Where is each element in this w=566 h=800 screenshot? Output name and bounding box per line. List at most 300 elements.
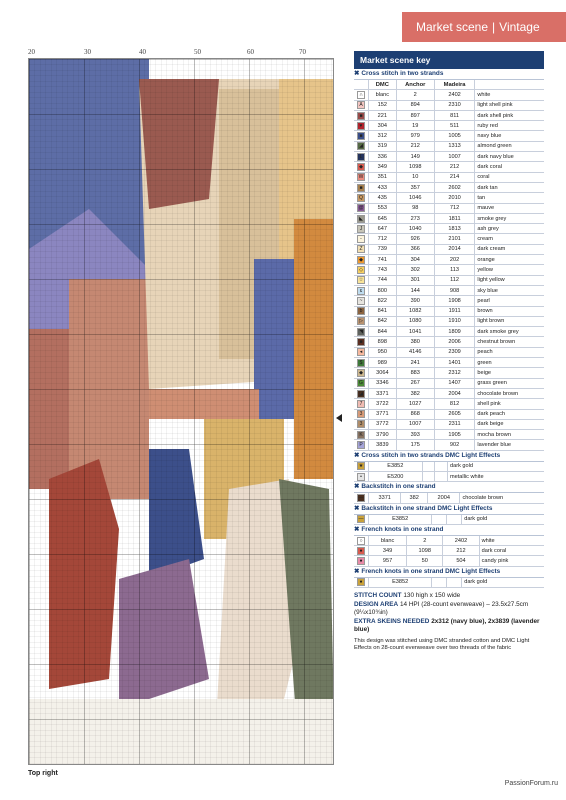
symbol-cell	[354, 409, 369, 419]
dmc-code: 712	[369, 234, 397, 244]
symbol-swatch: Z	[357, 245, 365, 253]
color-name: dark cream	[475, 244, 544, 254]
color-name: tan	[475, 193, 544, 203]
key-row	[354, 471, 544, 481]
dmc-code: 3346	[369, 378, 397, 388]
symbol-swatch: ■	[357, 338, 365, 346]
symbol-swatch: ◣	[357, 215, 365, 223]
key-row	[354, 515, 544, 525]
dmc-code: 741	[369, 255, 397, 265]
section-back	[354, 482, 544, 493]
key-row	[354, 493, 544, 503]
symbol-cell	[354, 141, 369, 151]
color-name: dark peach	[475, 409, 544, 419]
color-name: pearl	[475, 296, 544, 306]
symbol-swatch: @	[358, 205, 364, 212]
dmc-code: 957	[369, 556, 407, 566]
color-name: light shell pink	[475, 100, 544, 110]
key-row	[354, 368, 544, 378]
dmc-code: E3852	[369, 462, 423, 472]
symbol-swatch: ◇	[357, 266, 365, 274]
madeira-code: 2402	[434, 90, 475, 100]
anchor-code: 1082	[396, 306, 434, 316]
dmc-code: 898	[369, 337, 397, 347]
symbol-swatch: Q	[357, 194, 365, 202]
madeira-code: 2311	[434, 419, 475, 429]
color-name: peach	[475, 347, 544, 357]
symbol-cell	[354, 255, 369, 265]
symbol-cell	[354, 337, 369, 347]
key-panel	[354, 51, 544, 653]
dmc-code: 842	[369, 316, 397, 326]
color-name: navy blue	[475, 131, 544, 141]
madeira-code: 2402	[443, 536, 479, 546]
symbol-cell	[354, 578, 369, 588]
anchor-code	[422, 471, 435, 481]
symbol-cell	[354, 110, 369, 120]
dmc-code: 3771	[369, 409, 397, 419]
dmc-code: E3852	[369, 578, 432, 588]
anchor-code: 302	[396, 265, 434, 275]
color-name: dark navy blue	[475, 152, 544, 162]
symbol-swatch: 3	[357, 420, 365, 428]
color-name: beige	[475, 368, 544, 378]
anchor-code: 301	[396, 275, 434, 285]
cross-icon: ✖	[354, 70, 360, 77]
anchor-code: 267	[396, 378, 434, 388]
dmc-header: DMC	[369, 80, 397, 90]
symbol-swatch: ☆	[358, 277, 364, 284]
color-name: lavender blue	[475, 440, 544, 450]
color-name: white	[479, 536, 544, 546]
symbol-cell	[354, 100, 369, 110]
symbol-cell	[354, 182, 369, 192]
dmc-code: 304	[369, 121, 397, 131]
key-row	[354, 182, 544, 192]
madeira-code: 2309	[434, 347, 475, 357]
symbol-swatch: J	[357, 225, 365, 233]
symbol-swatch: ◪	[358, 390, 364, 397]
anchor-code: 357	[396, 182, 434, 192]
symbol-cell	[354, 285, 369, 295]
anchor-code: 382	[401, 493, 428, 503]
anchor-code	[422, 462, 435, 472]
symbol-swatch: ◆	[357, 369, 365, 377]
anchor-code: 380	[396, 337, 434, 347]
madeira-code: 712	[434, 203, 475, 213]
madeira-code: 2602	[434, 182, 475, 192]
stitch-count: STITCH COUNT 130 high x 150 wide	[354, 592, 461, 600]
color-name: dark tan	[475, 182, 544, 192]
symbol-swatch: P	[357, 441, 365, 449]
key-row	[354, 234, 544, 244]
symbol-cell	[354, 296, 369, 306]
color-name: green	[475, 358, 544, 368]
dmc-code: 3371	[369, 493, 401, 503]
anchor-code: 393	[396, 430, 434, 440]
anchor-code: 4146	[396, 347, 434, 357]
key-row	[354, 316, 544, 326]
anchor-code: 149	[396, 152, 434, 162]
section-back-light	[354, 504, 544, 515]
symbol-swatch: ■	[357, 132, 365, 140]
symbol-cell	[354, 462, 369, 472]
symbol-swatch: ◢	[357, 142, 365, 150]
color-name: dark shell pink	[475, 110, 544, 120]
anchor-code: 868	[396, 409, 434, 419]
symbol-cell	[354, 493, 369, 503]
color-name: white	[475, 90, 544, 100]
extra-skeins: EXTRA SKEINS NEEDED 2x312 (navy blue), 2x3839 (lavender blue)	[354, 617, 540, 634]
symbol-cell	[354, 378, 369, 388]
anchor-code: 212	[396, 141, 434, 151]
anchor-code: 144	[396, 285, 434, 295]
anchor-code: 979	[396, 131, 434, 141]
madeira-code: 1005	[434, 131, 475, 141]
madeira-code: 1813	[434, 224, 475, 234]
col-number: 50	[194, 48, 201, 56]
symbol-swatch: 7	[357, 400, 365, 408]
symbol-cell	[354, 152, 369, 162]
key-row	[354, 378, 544, 388]
color-name: orange	[475, 255, 544, 265]
symbol-cell	[354, 224, 369, 234]
key-row	[354, 347, 544, 357]
dmc-code: 822	[369, 296, 397, 306]
symbol-swatch: ▷	[357, 317, 365, 325]
dmc-code: 3839	[369, 440, 397, 450]
key-row	[354, 285, 544, 295]
key-row	[354, 578, 544, 588]
symbol-cell	[354, 306, 369, 316]
anchor-code: 1098	[407, 546, 443, 556]
key-row	[354, 275, 544, 285]
color-name: mauve	[475, 203, 544, 213]
cross-icon: ✖	[354, 451, 360, 459]
section-french-light	[354, 567, 544, 578]
madeira-code: 1811	[434, 213, 475, 223]
dmc-code: 349	[369, 162, 397, 172]
col-number: 60	[247, 48, 254, 56]
color-name: mocha brown	[475, 430, 544, 440]
color-name: shell pink	[475, 399, 544, 409]
madeira-code: 908	[434, 285, 475, 295]
dmc-code: 3371	[369, 388, 397, 398]
symbol-swatch: ○	[357, 537, 365, 545]
dmc-code: 844	[369, 327, 397, 337]
madeira-code: 1910	[434, 316, 475, 326]
madeira-code: 2310	[434, 100, 475, 110]
key-row	[354, 358, 544, 368]
column-numbers	[28, 48, 334, 58]
anchor-code: 304	[396, 255, 434, 265]
color-name: dark gold	[462, 578, 544, 588]
color-name: coral	[475, 172, 544, 182]
dmc-code: 645	[369, 213, 397, 223]
key-row	[354, 265, 544, 275]
madeira-code: 1007	[434, 152, 475, 162]
anchor-code	[432, 515, 447, 525]
symbol-cell	[354, 536, 369, 546]
symbol-cell	[354, 316, 369, 326]
madeira-code: 2006	[434, 337, 475, 347]
section-label: Backstitch in one strand DMC Light Effects	[361, 504, 493, 512]
key-row	[354, 255, 544, 265]
symbol-swatch: b	[357, 307, 365, 315]
key-row	[354, 203, 544, 213]
center-arrow-icon	[336, 414, 342, 422]
key-title: Market scene key	[354, 51, 544, 69]
symbol-swatch: A	[357, 101, 365, 109]
symbol-swatch: ■	[357, 184, 365, 192]
symbol-swatch: ◆	[357, 256, 365, 264]
madeira-code: 812	[434, 399, 475, 409]
color-name: brown	[475, 306, 544, 316]
name-header	[475, 80, 544, 90]
symbol-cell	[354, 471, 369, 481]
dmc-code: 3790	[369, 430, 397, 440]
madeira-code: 902	[434, 440, 475, 450]
color-name: light brown	[475, 316, 544, 326]
color-name: dark coral	[479, 546, 544, 556]
subsection-title: Vintage	[499, 20, 540, 34]
col-number: 30	[84, 48, 91, 56]
cross-icon: ✖	[354, 504, 360, 512]
color-name: light yellow	[475, 275, 544, 285]
symbol-cell	[354, 327, 369, 337]
table-header-row	[354, 80, 544, 90]
madeira-code: 511	[434, 121, 475, 131]
color-name: ash grey	[475, 224, 544, 234]
symbol-swatch: ●	[357, 578, 365, 586]
symbol-swatch: ●	[357, 547, 365, 555]
key-row	[354, 430, 544, 440]
symbol-cell	[354, 265, 369, 275]
symbol-swatch: ◂	[357, 348, 365, 356]
madeira-code: 1313	[434, 141, 475, 151]
anchor-code: 382	[396, 388, 434, 398]
madeira-code: 1401	[434, 358, 475, 368]
col-number: 70	[299, 48, 306, 56]
section-label: Backstitch in one strand	[361, 483, 436, 491]
key-row	[354, 556, 544, 566]
madeira-code: 212	[434, 162, 475, 172]
symbol-swatch: •	[357, 473, 365, 481]
key-row	[354, 193, 544, 203]
dmc-code: blanc	[369, 536, 407, 546]
section-cross-light	[354, 451, 544, 462]
symbol-swatch: —	[358, 494, 364, 501]
color-name: yellow	[475, 265, 544, 275]
french-table	[354, 536, 544, 567]
madeira-code: 214	[434, 172, 475, 182]
color-name: smoke grey	[475, 213, 544, 223]
cross-icon: ✖	[354, 525, 360, 533]
dmc-code: 351	[369, 172, 397, 182]
cross-icon: ✖	[354, 483, 360, 491]
key-row	[354, 546, 544, 556]
section-cross	[354, 69, 544, 80]
dmc-code: 319	[369, 141, 397, 151]
dmc-code: 647	[369, 224, 397, 234]
anchor-code: 98	[396, 203, 434, 213]
dmc-code: 312	[369, 131, 397, 141]
key-row	[354, 141, 544, 151]
anchor-code: 894	[396, 100, 434, 110]
key-row	[354, 462, 544, 472]
key-row	[354, 399, 544, 409]
symbol-cell	[354, 440, 369, 450]
anchor-code: 10	[396, 172, 434, 182]
section-title: Market scene	[416, 20, 489, 34]
anchor-code: 390	[396, 296, 434, 306]
madeira-code: 1407	[434, 378, 475, 388]
madeira-code: 2101	[434, 234, 475, 244]
symbol-cell	[354, 121, 369, 131]
symbol-swatch: ■	[357, 112, 365, 120]
anchor-code: 50	[407, 556, 443, 566]
french-light-table	[354, 578, 544, 588]
madeira-code: 112	[434, 275, 475, 285]
madeira-code: 2605	[434, 409, 475, 419]
symbol-swatch: 3	[357, 410, 365, 418]
stats-block	[354, 592, 544, 653]
section-tab	[402, 12, 566, 42]
anchor-code: 366	[396, 244, 434, 254]
symbol-cell	[354, 419, 369, 429]
dmc-code: blanc	[369, 90, 397, 100]
color-name: dark beige	[475, 419, 544, 429]
dmc-code: E3852	[369, 515, 432, 525]
symbol-cell	[354, 358, 369, 368]
key-row	[354, 388, 544, 398]
dmc-code: 800	[369, 285, 397, 295]
anchor-code: 1007	[396, 419, 434, 429]
key-row	[354, 172, 544, 182]
madeira-code: 2004	[434, 388, 475, 398]
madeira-code	[435, 471, 448, 481]
color-name: dark smoke grey	[475, 327, 544, 337]
dmc-code: 950	[369, 347, 397, 357]
anchor-code: 1040	[396, 224, 434, 234]
key-row	[354, 306, 544, 316]
sym-header	[354, 80, 369, 90]
symbol-swatch: ◥	[357, 328, 365, 336]
color-name: chocolate brown	[460, 493, 544, 503]
dmc-code: E5200	[369, 471, 423, 481]
symbol-swatch: ★	[358, 463, 364, 470]
key-row	[354, 152, 544, 162]
color-name: ruby red	[475, 121, 544, 131]
color-name: metallic white	[447, 471, 544, 481]
madeira-code	[447, 515, 462, 525]
color-name: almond green	[475, 141, 544, 151]
anchor-code: 1080	[396, 316, 434, 326]
symbol-swatch: ◆	[357, 163, 365, 171]
color-name: sky blue	[475, 285, 544, 295]
color-name: candy pink	[479, 556, 544, 566]
symbol-cell	[354, 556, 369, 566]
dmc-code: 221	[369, 110, 397, 120]
anchor-code: 19	[396, 121, 434, 131]
symbol-swatch: K	[357, 431, 365, 439]
color-name: dark gold	[462, 515, 544, 525]
symbol-swatch: —	[358, 516, 364, 523]
symbol-swatch: ●	[357, 557, 365, 565]
key-row	[354, 337, 544, 347]
symbol-cell	[354, 90, 369, 100]
dmc-code: 435	[369, 193, 397, 203]
dmc-code: 841	[369, 306, 397, 316]
dmc-code: 553	[369, 203, 397, 213]
madeira-code: 1911	[434, 306, 475, 316]
symbol-swatch: $	[357, 359, 365, 367]
col-number: 20	[28, 48, 35, 56]
footer-watermark: PassionForum.ru	[504, 780, 558, 787]
key-row	[354, 110, 544, 120]
symbol-cell	[354, 172, 369, 182]
symbol-cell	[354, 275, 369, 285]
color-name: chocolate brown	[475, 388, 544, 398]
symbol-cell	[354, 388, 369, 398]
key-row	[354, 224, 544, 234]
symbol-swatch: G	[357, 379, 365, 387]
symbol-cell	[354, 347, 369, 357]
madeira-code: 504	[443, 556, 479, 566]
key-row	[354, 100, 544, 110]
design-area: DESIGN AREA 14 HPI (28-count evenweave) – 23.5x27.5cm (9¼x10¾in)	[354, 600, 529, 617]
color-name: dark gold	[447, 462, 544, 472]
symbol-swatch: ♥	[357, 122, 365, 130]
symbol-cell	[354, 203, 369, 213]
back-light-table	[354, 515, 544, 525]
color-name: dark coral	[475, 162, 544, 172]
section-label: Cross stitch in two strands	[361, 70, 444, 77]
color-name: grass green	[475, 378, 544, 388]
anchor-code: 1046	[396, 193, 434, 203]
anchor-code: 1027	[396, 399, 434, 409]
color-name: chestnut brown	[475, 337, 544, 347]
madeira-code: 2014	[434, 244, 475, 254]
anchor-code: 1041	[396, 327, 434, 337]
anchor-code: 883	[396, 368, 434, 378]
dmc-code: 3064	[369, 368, 397, 378]
anchor-code: 926	[396, 234, 434, 244]
madeira-code: 1905	[434, 430, 475, 440]
symbol-cell	[354, 399, 369, 409]
key-row	[354, 244, 544, 254]
anchor-code: 175	[396, 440, 434, 450]
anchor-code: 2	[407, 536, 443, 546]
madeira-header: Madeira	[434, 80, 475, 90]
dmc-code: 433	[369, 182, 397, 192]
symbol-cell	[354, 213, 369, 223]
symbol-cell	[354, 131, 369, 141]
madeira-code	[447, 578, 462, 588]
madeira-code: 2004	[428, 493, 460, 503]
anchor-code: 273	[396, 213, 434, 223]
color-name: cream	[475, 234, 544, 244]
dmc-code: 739	[369, 244, 397, 254]
chart-image	[29, 59, 334, 765]
section-label: French knots in one strand	[361, 525, 444, 533]
anchor-code: 897	[396, 110, 434, 120]
anchor-code: 241	[396, 358, 434, 368]
symbol-cell	[354, 244, 369, 254]
stitch-note: This design was stitched using DMC stranded cotton and DMC Light Effects on 28-count evenweave over two threads of the fabric	[354, 637, 530, 652]
dmc-code: 336	[369, 152, 397, 162]
symbol-swatch: L	[357, 153, 365, 161]
